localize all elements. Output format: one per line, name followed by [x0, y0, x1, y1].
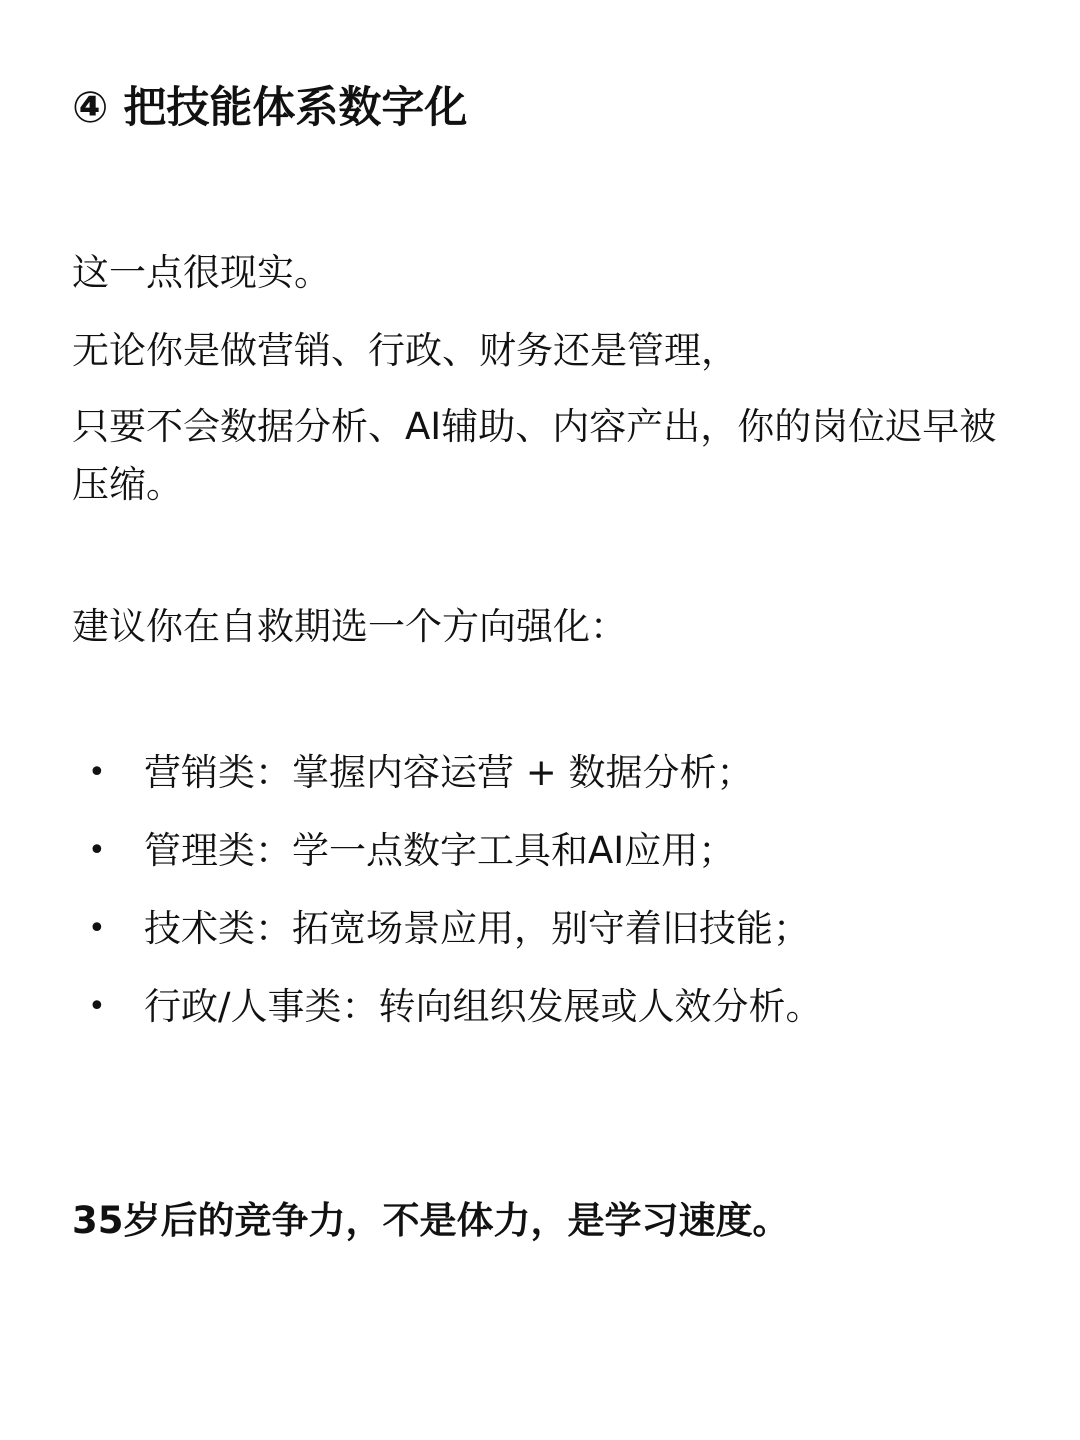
list-item-admin-hr: [72, 978, 1008, 1036]
list-item-marketing: [72, 744, 1008, 802]
list-item-text: 管理类：学一点数字工具和AI应用；: [144, 829, 736, 872]
paragraph-reality: 这一点很现实。: [72, 251, 331, 294]
list-item-management: [72, 822, 1008, 880]
bullet-icon: •: [88, 833, 106, 868]
direction-list: [72, 744, 1008, 1056]
list-item-text: 技术类：拓宽场景应用，别守着旧技能；: [144, 907, 810, 950]
paragraph-advice: 建议你在自救期选一个方向强化：: [72, 605, 627, 648]
list-item-text: 营销类：掌握内容运营 + 数据分析；: [144, 751, 754, 794]
paragraph-skills-warning: 只要不会数据分析、AI辅助、内容产出，你的岗位迟早被压缩。: [72, 405, 997, 506]
bullet-icon: •: [88, 755, 106, 790]
paragraph-job-types: 无论你是做营销、行政、财务还是管理，: [72, 329, 738, 372]
bullet-icon: •: [88, 989, 106, 1024]
list-item-technical: [72, 900, 1008, 958]
list-item-text: 行政/人事类：转向组织发展或人效分析。: [144, 985, 823, 1028]
section-heading: ④ 把技能体系数字化: [72, 83, 468, 133]
bullet-icon: •: [88, 911, 106, 946]
closing-statement: 35岁后的竞争力，不是体力，是学习速度。: [72, 1199, 790, 1242]
